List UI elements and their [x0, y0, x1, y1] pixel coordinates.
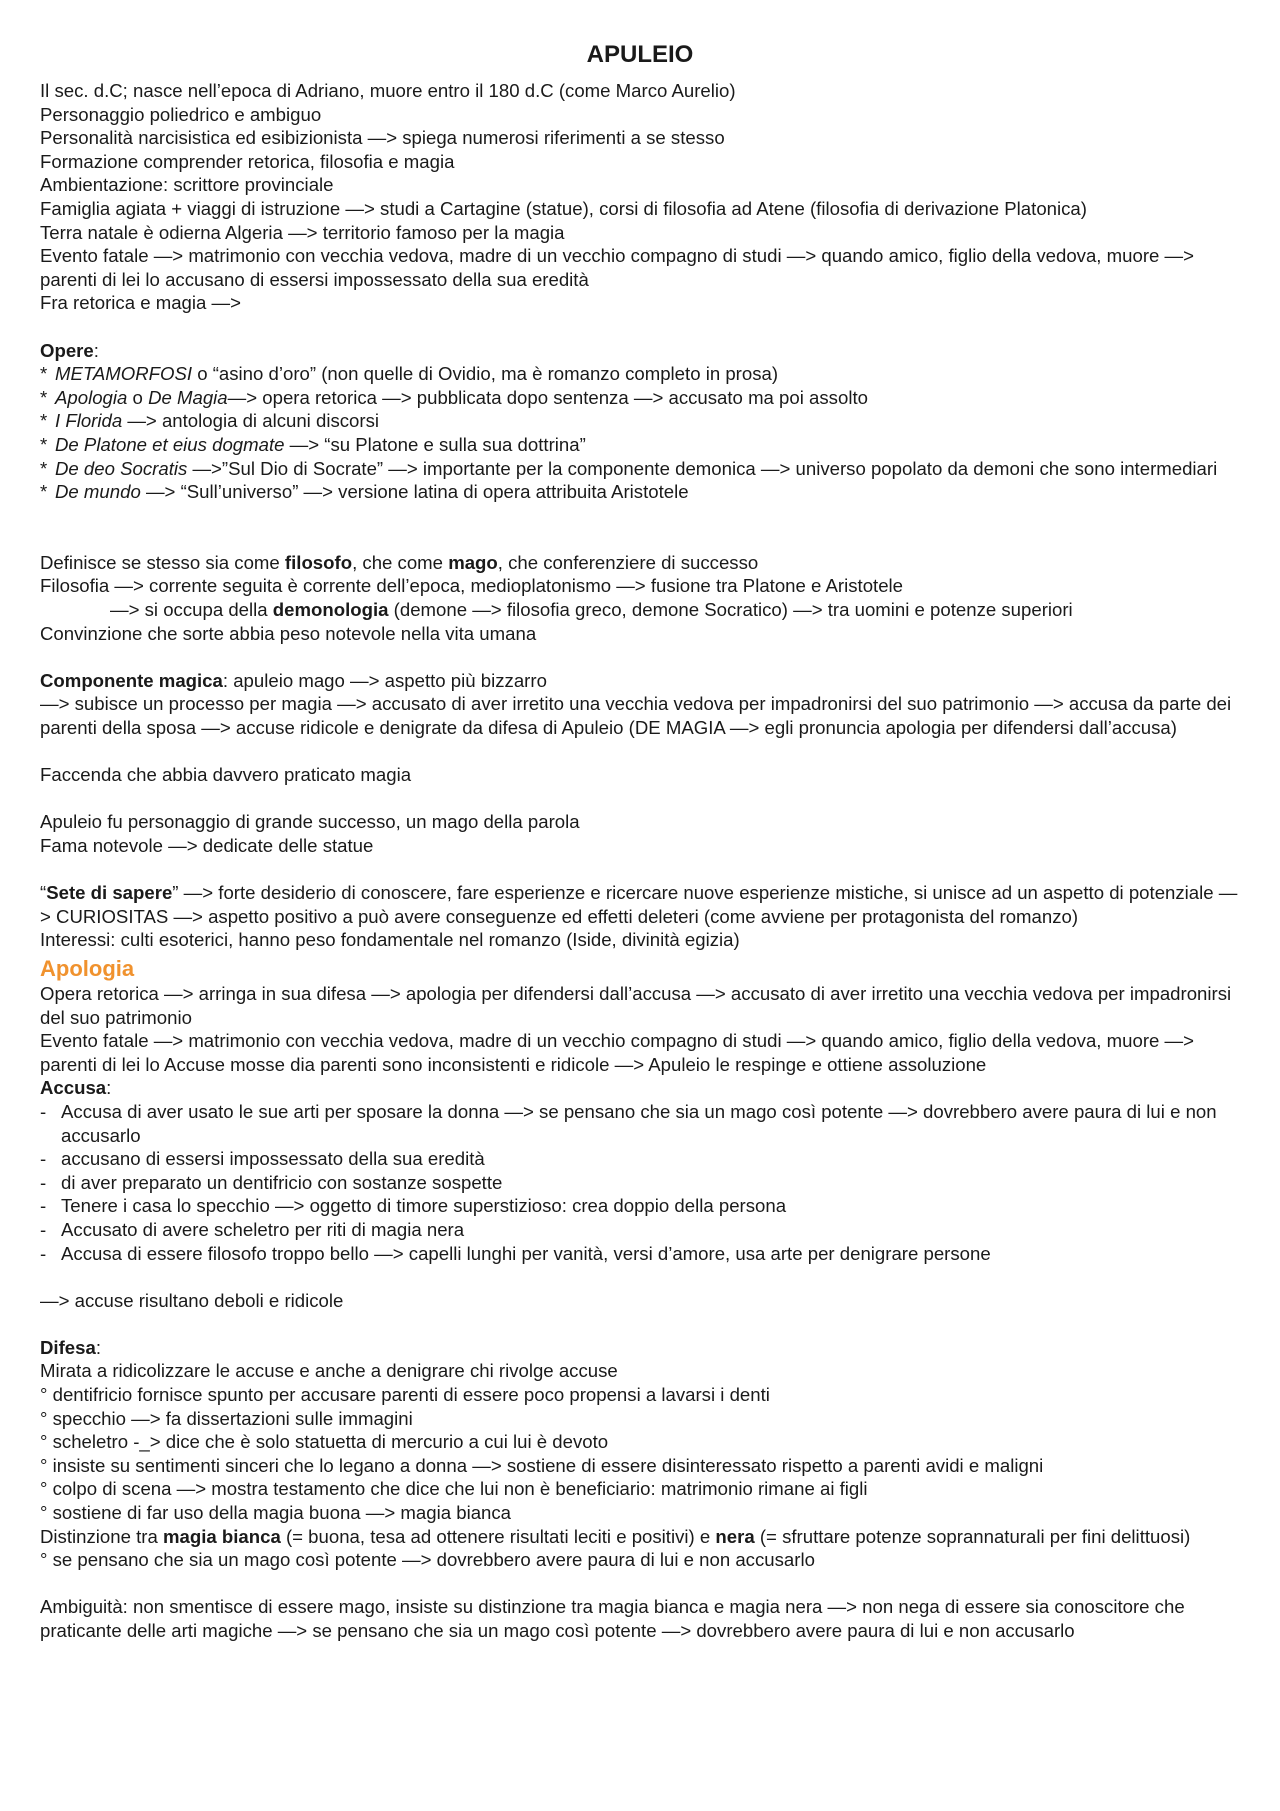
accusa-heading: Accusa [40, 1077, 107, 1099]
opere-colon: : [93, 339, 99, 361]
magic-paragraph: Faccenda che abbia davvero praticato magia [40, 764, 412, 786]
apologia-heading: Apologia [40, 955, 135, 981]
dash-marker: - [40, 1148, 47, 1170]
list-item: ° specchio —> fa dissertazioni sulle immagini [40, 1407, 413, 1429]
work-title: METAMORFOSI [55, 363, 193, 385]
work-desc: o “asino d’oro” (non quelle di Ovidio, ma è romanzo completo in prosa) [192, 363, 779, 385]
apologia-paragraph: Opera retorica —> arringa in sua difesa —> apologia per difendersi dall’accusa —> accusato di aver irretito una vecchia vedova per impadronirsi del suo patrimonio [40, 982, 1232, 1028]
keyword-demonologia: demonologia [272, 599, 389, 621]
work-desc: —> “Sull’universo” —> versione latina di opera attribuita Aristotele [140, 481, 689, 503]
bullet-marker: * [40, 481, 48, 503]
list-item [40, 457, 1240, 481]
philosophy-section [40, 551, 1240, 645]
magic-section [40, 669, 1240, 858]
intro-line: Personaggio poliedrico e ambiguo [40, 103, 322, 125]
work-title: Apologia [55, 386, 128, 408]
list-item: ° colpo di scena —> mostra testamento che dice che lui non è beneficiario: matrimonio rimane ai figli [40, 1478, 868, 1500]
intro-section [40, 79, 1240, 315]
work-desc: —> “su Platone e sulla sua dottrina” [284, 433, 586, 455]
list-item [40, 386, 1240, 410]
accuse-conclusion: —> accuse risultano deboli e ridicole [40, 1289, 344, 1311]
work-title: De deo Socratis [55, 457, 188, 479]
dash-marker: - [40, 1242, 47, 1264]
philosophy-line: —> si occupa della demonologia (demone —> filosofia greco, demone Socratico) —> tra uomini e potenze superiori [110, 599, 1073, 621]
work-desc: —> antologia di alcuni discorsi [122, 410, 380, 432]
magic-paragraph: Fama notevole —> dedicate delle statue [40, 835, 374, 856]
keyword-sete-di-sapere: Sete di sapere [46, 882, 173, 904]
philosophy-line: Convinzione che sorte abbia peso notevole nella vita umana [40, 622, 537, 644]
list-item: ° se pensano che sia un mago così potente —> dovrebbero avere paura di lui e non accusarlo [40, 1549, 815, 1571]
dash-marker: - [40, 1195, 47, 1217]
keyword-mago: mago [448, 551, 498, 573]
list-item: ° sostiene di far uso della magia buona —> magia bianca [40, 1502, 512, 1524]
list-item [40, 362, 1240, 386]
intro-line: Fra retorica e magia —> [40, 292, 241, 314]
list-item: ° dentifricio fornisce spunto per accusare parenti di essere poco propensi a lavarsi i denti [40, 1384, 770, 1406]
work-title: De Platone et eius dogmate [55, 433, 285, 455]
bullet-marker: * [40, 386, 48, 408]
work-title-alt: De Magia [148, 386, 228, 408]
philosophy-line: Definisce se stesso sia come filosofo, che come mago, che conferenziere di successo [40, 551, 759, 573]
intro-line: Terra natale è odierna Algeria —> territorio famoso per la magia [40, 221, 565, 243]
sete-section [40, 881, 1240, 952]
magic-paragraph: —> subisce un processo per magia —> accusato di aver irretito una vecchia vedova per impadronirsi del suo patrimonio —> accusa da parte dei parenti della sposa —> accuse ridicole e denigrate da difesa di Apuleio (DE MAGIA —> egli pronuncia apologia per difendersi dall’accusa) [40, 693, 1232, 739]
work-title: I Florida [55, 410, 123, 432]
intro-line: Personalità narcisistica ed esibizionista —> spiega numerosi riferimenti a se stesso [40, 127, 725, 149]
list-item: - accusano di essersi impossessato della sua eredità [40, 1148, 485, 1170]
bullet-marker: * [40, 363, 48, 385]
work-desc: —>”Sul Dio di Socrate” —> importante per la componente demonica —> universo popolato da demoni che sono intermediari [187, 457, 1218, 479]
intro-line: Evento fatale —> matrimonio con vecchia vedova, madre di un vecchio compagno di studi —> quando amico, figlio della vedova, muore —> parenti di lei lo accusano di essersi impossessato della sua eredità [40, 245, 1194, 290]
magic-heading-rest: : apuleio mago —> aspetto più bizzarro [222, 669, 547, 691]
magic-paragraph: Apuleio fu personaggio di grande successo, un mago della parola [40, 811, 580, 833]
keyword-filosofo: filosofo [284, 551, 353, 573]
intro-line: Famiglia agiata + viaggi di istruzione —> studi a Cartagine (statue), corsi di filosofia ad Atene (filosofia di derivazione Platonica) [40, 197, 1087, 219]
bullet-marker: * [40, 410, 48, 432]
intro-line: Ambientazione: scrittore provinciale [40, 174, 334, 196]
list-item: ° scheletro -_> dice che è solo statuetta di mercurio a cui lui è devoto [40, 1431, 609, 1453]
bullet-marker: * [40, 433, 48, 455]
bullet-marker: * [40, 457, 48, 479]
list-item: - di aver preparato un dentifricio con sostanze sospette [40, 1171, 503, 1193]
sete-paragraph: Interessi: culti esoterici, hanno peso fondamentale nel romanzo (Iside, divinità egizia) [40, 929, 740, 951]
intro-line: Il sec. d.C; nasce nell’epoca di Adriano, muore entro il 180 d.C (come Marco Aurelio) [40, 80, 736, 101]
magic-heading: Componente magica [40, 669, 223, 691]
ambiguita-paragraph: Ambiguità: non smentisce di essere mago, insiste su distinzione tra magia bianca e magia nera —> non nega di essere sia conoscitore che praticante delle arti magiche —> se pensano che sia un mago così potente —> dovrebbero avere paura di lui e non accusarlo [40, 1596, 1185, 1641]
work-title-sep: o [127, 386, 149, 408]
apologia-paragraph: Evento fatale —> matrimonio con vecchia vedova, madre di un vecchio compagno di studi —> quando amico, figlio della vedova, muore —> parenti di lei lo Accuse mosse dia parenti sono inconsistenti e ridicole —> Apuleio le respinge e ottiene assoluzione [40, 1030, 1194, 1075]
accusa-colon: : [106, 1077, 112, 1099]
work-title: De mundo [55, 481, 141, 503]
distinzione-paragraph: Distinzione tra magia bianca (= buona, tesa ad ottenere risultati leciti e positivi) e nera (= sfruttare potenze soprannaturali per fini delittuosi) [40, 1525, 1191, 1547]
keyword-nera: nera [715, 1525, 755, 1547]
apologia-section [40, 956, 1240, 1643]
list-item [40, 433, 1240, 457]
opere-section [40, 339, 1240, 504]
list-item [40, 409, 1240, 433]
dash-marker: - [40, 1100, 47, 1122]
list-item: ° insiste su sentimenti sinceri che lo legano a donna —> sostiene di essere disinteressato rispetto a parenti avidi e maligni [40, 1454, 1044, 1476]
list-item: - Accusa di aver usato le sue arti per sposare la donna —> se pensano che sia un mago così potente —> dovrebbero avere paura di lui e non accusarlo [40, 1100, 1217, 1146]
dash-marker: - [40, 1171, 47, 1193]
list-item: - Tenere i casa lo specchio —> oggetto di timore superstizioso: crea doppio della persona [40, 1195, 787, 1217]
sete-paragraph: “Sete di sapere” —> forte desiderio di conoscere, fare esperienze e ricercare nuove esperienze mistiche, si unisce ad un aspetto di potenziale —> CURIOSITAS —> aspetto positivo a può avere conseguenze ed effetti deleteri (come avviene per protagonista del romanzo) [40, 882, 1238, 927]
list-item: - Accusa di essere filosofo troppo bello —> capelli lunghi per vanità, versi d’amore, usa arte per denigrare persone [40, 1242, 991, 1264]
opere-heading: Opere [40, 339, 94, 361]
intro-line: Formazione comprender retorica, filosofia e magia [40, 150, 455, 172]
difesa-colon: : [95, 1336, 101, 1358]
list-item: - Accusato di avere scheletro per riti di magia nera [40, 1218, 465, 1240]
philosophy-line: Filosofia —> corrente seguita è corrente dell’epoca, medioplatonismo —> fusione tra Platone e Aristotele [40, 575, 904, 597]
dash-marker: - [40, 1218, 47, 1240]
list-item [40, 480, 1240, 504]
work-desc: —> opera retorica —> pubblicata dopo sentenza —> accusato ma poi assolto [227, 386, 868, 408]
page-title: APULEIO [586, 41, 694, 68]
difesa-heading: Difesa [40, 1336, 96, 1358]
keyword-magia-bianca: magia bianca [162, 1525, 281, 1547]
difesa-intro: Mirata a ridicolizzare le accuse e anche a denigrare chi rivolge accuse [40, 1360, 618, 1382]
